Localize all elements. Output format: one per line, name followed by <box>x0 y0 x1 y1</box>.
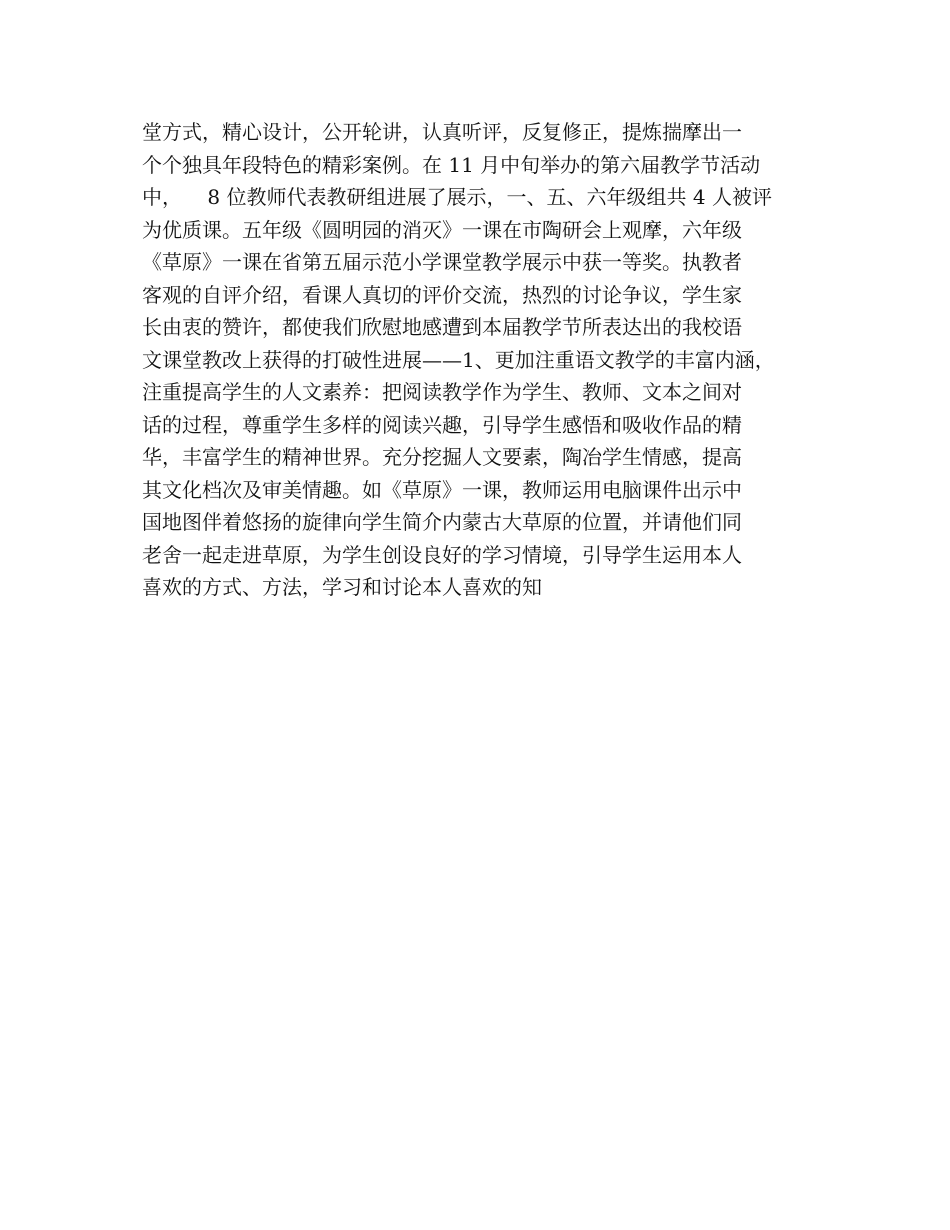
text-line: 喜欢的方式、方法，学习和讨论本人喜欢的知 <box>142 575 542 599</box>
text-line: 老舍一起走进草原，为学生创设良好的学习情境，引导学生运用本人 <box>142 542 742 567</box>
text-line: 《草原》一课在省第五届示范小学课堂教学展示中获一等奖。执教者 <box>142 250 742 274</box>
text-line: 文课堂教改上获得的打破性进展——1、更加注重语文教学的丰富内涵， <box>142 347 775 372</box>
body-paragraph <box>142 116 842 604</box>
text-line: 注重提高学生的人文素养：把阅读教学作为学生、教师、文本之间对 <box>142 380 742 404</box>
text-line: 堂方式，精心设计，公开轮讲，认真听评，反复修正，提炼揣摩出一 <box>142 120 742 144</box>
text-line: 个个独具年段特色的精彩案例。在 11 月中旬举办的第六届教学节活动 <box>142 152 761 177</box>
text-line: 客观的自评介绍，看课人真切的评价交流，热烈的讨论争议，学生家 <box>142 282 742 307</box>
text-line: 其文化档次及审美情趣。如《草原》一课，教师运用电脑课件出示中 <box>142 477 742 502</box>
text-line: 国地图伴着悠扬的旋律向学生简介内蒙古大草原的位置，并请他们同 <box>142 510 742 534</box>
text-line: 中， 8 位教师代表教研组进展了展示，一、五、六年级组共 4 人被评 <box>142 185 772 209</box>
text-line: 长由衷的赞许，都使我们欣慰地感遭到本届教学节所表达出的我校语 <box>142 315 742 339</box>
text-line: 华，丰富学生的精神世界。充分挖掘人文要素，陶冶学生情感，提高 <box>142 445 742 469</box>
text-line: 为优质课。五年级《圆明园的消灭》一课在市陶研会上观摩，六年级 <box>142 217 742 242</box>
text-line: 话的过程，尊重学生多样的阅读兴趣，引导学生感悟和吸收作品的精 <box>142 412 742 437</box>
